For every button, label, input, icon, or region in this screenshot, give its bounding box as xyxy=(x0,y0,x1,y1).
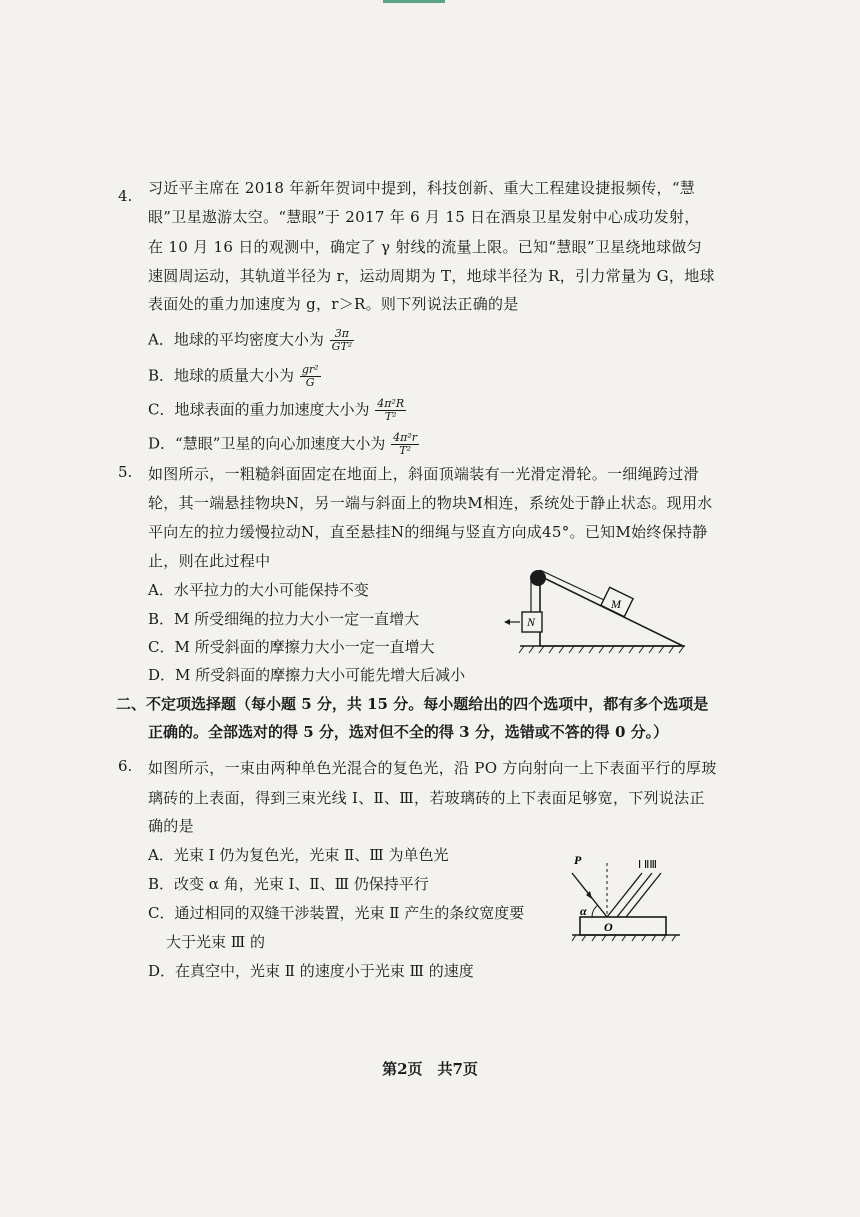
beam-1 xyxy=(607,873,642,917)
question-text-line: 眼”卫星遨游太空。“慧眼”于 2017 年 6 月 15 日在酒泉卫星发射中心成功发射， xyxy=(148,208,700,226)
option-text: C．地球表面的重力加速度大小为 xyxy=(148,400,370,419)
fraction: $\frac{\text{gr²}}{G}$ xyxy=(301,363,319,389)
label-n: N xyxy=(527,615,536,629)
option-b xyxy=(148,364,321,389)
refraction-diagram xyxy=(560,855,690,955)
question-number: 5. xyxy=(118,463,133,481)
label-m: M xyxy=(611,597,621,611)
question-text-line: 如图所示，一粗糙斜面固定在地面上，斜面顶端装有一光滑定滑轮。一细绳跨过滑 xyxy=(148,465,699,483)
pulley xyxy=(530,570,546,586)
option-c-continued: 大于光束 Ⅲ 的 xyxy=(166,933,266,951)
option-text: A．地球的平均密度大小为 xyxy=(148,330,324,349)
section-header: 正确的。全部选对的得 5 分，选对但不全的得 3 分，选错或不答的得 0 分。） xyxy=(148,723,669,741)
ground-hatch xyxy=(519,646,684,653)
question-text-line: 表面处的重力加速度为 g，r＞R。则下列说法正确的是 xyxy=(148,295,519,313)
question-text-line: 如图所示，一束由两种单色光混合的复色光，沿 PO 方向射向一上下表面平行的厚玻 xyxy=(148,759,717,777)
label-p: P xyxy=(574,855,582,867)
fraction: $\frac{\text{4π²R}}{\text{T²}}$ xyxy=(377,397,405,423)
question-text-line: 在 10 月 16 日的观测中，确定了 γ 射线的流量上限。已知“慧眼”卫星绕地球做匀 xyxy=(148,238,702,256)
option-text: B．地球的质量大小为 xyxy=(148,366,295,385)
option-d xyxy=(148,432,419,457)
question-text-line: 习近平主席在 2018 年新年贺词中提到，科技创新、重大工程建设捷报频传，“慧 xyxy=(148,179,696,197)
option-d: D．在真空中，光束 Ⅱ 的速度小于光束 Ⅲ 的速度 xyxy=(148,962,474,980)
beam-2 xyxy=(617,873,652,917)
section-header: 二、不定项选择题（每小题 5 分，共 15 分。每小题给出的四个选项中，都有多个选项是 xyxy=(116,695,709,713)
fraction: $\frac{3\pi}{\text{GT²}}$ xyxy=(331,327,353,353)
fraction: $\frac{\text{4π²r}}{\text{T²}}$ xyxy=(393,431,418,457)
question-text-line: 止，则在此过程中 xyxy=(148,552,271,570)
rope-to-m xyxy=(540,570,604,600)
question-text-line: 璃砖的上表面，得到三束光线 Ⅰ、Ⅱ、Ⅲ，若玻璃砖的上下表面足够宽，下列说法正 xyxy=(148,789,705,807)
arrow-head-icon xyxy=(504,619,510,625)
glass-block xyxy=(580,917,666,935)
option-c: C．通过相同的双缝干涉装置，光束 Ⅱ 产生的条纹宽度要 xyxy=(148,904,525,922)
incline-pulley-diagram xyxy=(500,560,690,660)
question-text-line: 平向左的拉力缓慢拉动N，直至悬挂N的细绳与竖直方向成45°。已知M始终保持静 xyxy=(148,523,708,541)
option-a xyxy=(148,328,354,353)
option-a: A．光束 Ⅰ 仍为复色光，光束 Ⅱ、Ⅲ 为单色光 xyxy=(148,846,449,864)
label-beams: Ⅰ ⅡⅢ xyxy=(638,859,657,871)
label-o: O xyxy=(604,920,613,934)
label-alpha: α xyxy=(580,904,587,918)
question-text-line: 确的是 xyxy=(148,817,194,835)
option-a: A．水平拉力的大小可能保持不变 xyxy=(148,581,369,599)
question-text-line: 速圆周运动，其轨道半径为 r，运动周期为 T，地球半径为 R，引力常量为 G，地球 xyxy=(148,267,715,285)
angle-arc xyxy=(592,905,598,917)
beam-3 xyxy=(626,873,661,917)
ground-hatch xyxy=(572,935,676,941)
page-footer: 第2页 共7页 xyxy=(382,1060,478,1078)
question-text-line: 轮，其一端悬挂物块N，另一端与斜面上的物块M相连，系统处于静止状态。现用水 xyxy=(148,494,713,512)
option-c xyxy=(148,398,406,423)
option-text: D．“慧眼”卫星的向心加速度大小为 xyxy=(148,434,386,453)
option-b: B．改变 α 角，光束 Ⅰ、Ⅱ、Ⅲ 仍保持平行 xyxy=(148,875,429,893)
option-d: D．M 所受斜面的摩擦力大小可能先增大后减小 xyxy=(148,666,466,684)
top-mark xyxy=(383,0,445,3)
question-number: 4. xyxy=(118,187,133,205)
question-number: 6. xyxy=(118,757,133,775)
option-b: B．M 所受细绳的拉力大小一定一直增大 xyxy=(148,610,420,628)
option-c: C．M 所受斜面的摩擦力大小一定一直增大 xyxy=(148,638,435,656)
